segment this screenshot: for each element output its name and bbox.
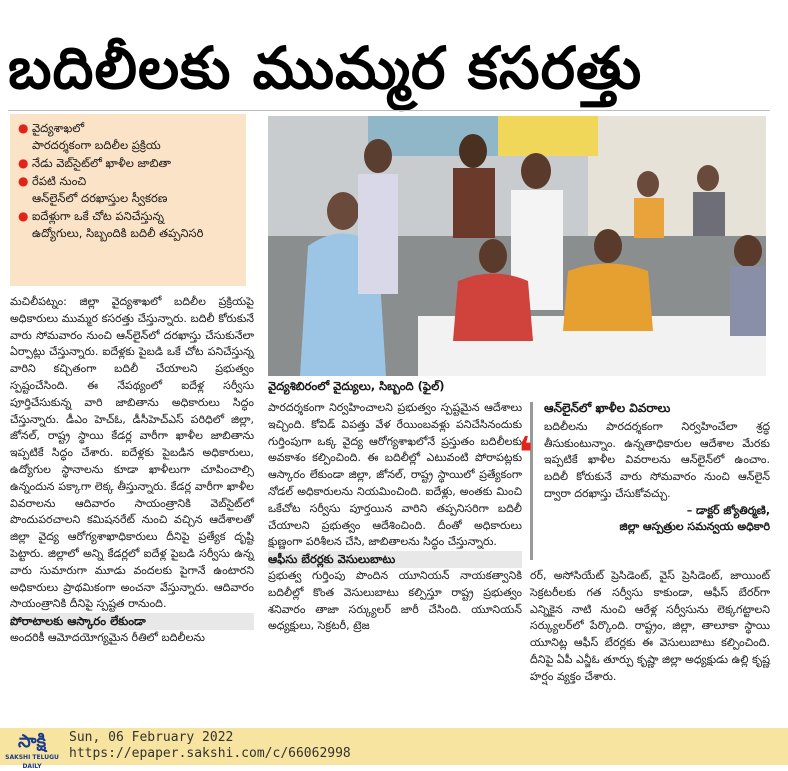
highlight-text: వైద్యశాఖలో పారదర్శకంగా బదిలీల ప్రక్రియ: [32, 121, 161, 152]
article-paragraph: ప్రభుత్వ గుర్తింపు పొందిన యూనియన్‌ నాయకత్వానికి బదిలీల్లో కొంత వెసులుబాటు కల్పిస్తూ రాష్ట్ర ప్రభుత్వం శనివారం తాజా సర్క్యులర్‌ జారీ చేసింది. యూనియన్‌ అధ్యక్షులు, సెక్రటరీ, ట్రెజ: [268, 568, 522, 633]
box-title: ఆన్‌లైన్‌లో ఖాళీల వివరాలు: [544, 401, 671, 415]
article-paragraph: మచిలీపట్నం: జిల్లా వైద్యశాఖలో బదిలీల ప్రక్రియపై అధికారులు ముమ్మర కసరత్తు చేస్తున్నారు. బదిలీ కోరుకునే వారు సోమవారం నుంచి ఆన్‌లైన్‌లో దరఖాస్తు చేసుకునేలా ఏర్పాట్లు చేస్తున్నారు. ఐదేళ్లకు పైబడి ఒకే చోట పనిచేస్తున్న వారిని కచ్చితంగా బదిలీ చేయాలని ప్రభుత్వం స్పష్టంచేసింది. ఈ నేపథ్యంలో ఐదేళ్ల సర్వీసు పూర్తిచేసుకున్న వారి జాబితాను అధికారులు సిద్ధం చేస్తున్నారు. డీఎం హెచ్‌ఓ, డీసీహెచ్‌ఎస్‌ పరిధిలో జిల్లా, జోనల్‌, రాష్ట్ర స్థాయి కేడర్ల వారీగా ఖాళీల జాబితాను ఇప్పటికే సిద్ధం చేశారు. ఐదేళ్లకు పైబడిన అధికారులు, ఉద్యోగుల స్థానాలను కూడా ఖాళీలుగా చూపించాల్సి ఉన్నందున పక్కాగా లెక్క తీస్తున్నారు. కేడర్ల వారీగా ఖాళీల వివరాలను ఆదివారం సాయంత్రానికి వెబ్‌సైట్‌లో పొందుపరచాలని కమిషనరేట్‌ నుంచి వచ్చిన ఆదేశాలతో జిల్లా వైద్య ఆరోగ్యశాఖాధికారులు దీనిపై ప్రత్యేక దృష్టి పెట్టారు. జిల్లాలో అన్ని కేడర్లలో ఐదేళ్ల పైబడి సర్వీసు ఉన్న వారు సుమారుగా మూడు వందలకు పైగానే ఉంటారని అధికారులు ప్రాథమికంగా అంచనా వేస్తున్నారు. ఆదివారం సాయంత్రానికి దీనిపై స్పష్టత రానుంది.: [10, 295, 254, 611]
epaper-link[interactable]: https://epaper.sakshi.com/c/66062998: [69, 746, 351, 761]
article-paragraph: పారదర్శకంగా నిర్వహించాలని ప్రభుత్వం స్పష్టమైన ఆదేశాలు ఇచ్చింది. కోవిడ్‌ విపత్తు వేళ రేయింబవళ్లు పనిచేసినందుకు గుర్తింపుగా ఒక్క వైద్య ఆరోగ్యశాఖలోనే ప్రస్తుతం బదిలీలకు అవకాశం కల్పించింది. ఈ బదిలీల్లో ఎటువంటి పోరాపట్లకు ఆస్కారం లేకుండా జిల్లా, జోనల్‌, రాష్ట్ర స్థాయిలో ప్రత్యేకంగా నోడల్‌ అధికారులను నియమించింది. ఐదేళ్లు, అంతకు మించి ఒకేచోట సర్వీసు పూర్తయిన వారిని తప్పనిసరిగా బదిలీ చేయాలని ప్రభుత్వం ఆదేశించింది. దీంతో అధికారులు క్షుణ్ణంగా పరిశీలన చేసి, జాబితాలను సిద్ధం చేస్తున్నారు.: [268, 401, 522, 549]
article-paragraph: అందరికీ ఆమోదయోగ్యమైన రీతిలో బదిలీలను: [10, 630, 205, 644]
news-photo: [268, 116, 766, 376]
highlight-item: [18, 120, 240, 154]
highlight-text: రేపటి నుంచి ఆన్‌లైన్‌లో దరఖాస్తుల స్వీకరణ: [32, 174, 168, 205]
signature-name: – డాక్టర్‌ జ్యోతిర్మణి,: [686, 503, 770, 517]
article-column-2: [268, 400, 522, 726]
article-paragraph: రర్‌, అసోసియేట్‌ ప్రెసిడెంట్‌, వైస్‌ ప్రెసిడెంట్‌, జాయింట్‌ సెక్రటరీలకు గత సర్వీసు కాకుండా, ఆఫీస్‌ బేరర్‌గా ఎన్నికైన నాటి నుంచి ఆరేళ్ల సర్వీసును లెక్కగట్టాలని సర్క్యులర్‌లో పేర్కొంది. రాష్ట్రం, జిల్లా, తాలూకా స్థాయి యూనిట్ల ఆఫీస్‌ బేరర్లకు ఈ వెసులుబాటు కల్పించింది. దీనిపై ఏపీ ఎన్జీఓ తూర్పు కృష్ణా జిల్లా అధ్యక్షుడు ఉల్లి కృష్ణ హర్షం వ్యక్తం చేశారు.: [530, 569, 770, 683]
logo-text: సాక్షి: [18, 731, 46, 752]
bullet-icon: ●: [18, 209, 29, 223]
signature-role: జిల్లా ఆస్పత్రుల సమన్వయ అధికారి: [619, 519, 770, 533]
box-rule: [530, 402, 533, 560]
highlight-item: [18, 173, 240, 207]
highlights-box: [10, 114, 246, 286]
bullet-icon: ●: [18, 174, 29, 188]
bullet-icon: ●: [18, 156, 29, 170]
bullet-icon: ●: [18, 121, 29, 135]
highlight-item: [18, 208, 240, 242]
highlight-text: నేడు వెబ్‌సైట్‌లో ఖాళీల జాబితా: [32, 156, 172, 170]
footer-bar: [0, 728, 788, 770]
article-column-3: [530, 568, 770, 726]
headline: బదిలీలకు ముమ్మర కసరత్తు: [8, 34, 643, 102]
box-body: బదిలీలను పారదర్శకంగా నిర్వహించేలా శ్రద్ధ తీసుకుంటున్నాం. ఉన్నతాధికారుల ఆదేశాల మేరకు ఇప్పటికే ఖాళీల వివరాలను ఆన్‌లైన్‌లో ఉంచాం. బదిలీ కోరుకునే వారు సోమవారం నుంచి ఆన్‌లైన్‌ ద్వారా దరఖాస్తు చేసుకోవచ్చు.: [544, 419, 770, 500]
photo-caption: వైద్యశిబిరంలో వైద్యులు, సిబ్బంది (ఫైల్‌): [268, 379, 445, 393]
quote-icon: ❛: [518, 428, 534, 479]
article-column-1: [10, 294, 254, 726]
highlight-item: [18, 155, 240, 172]
edition-date: Sun, 06 February 2022: [69, 730, 234, 745]
highlight-text: ఐదేళ్లుగా ఒకే చోట పనిచేస్తున్న ఉద్యోగులు, సిబ్బందికి బదిలీ తప్పనిసరి: [32, 209, 204, 240]
divider: [8, 110, 770, 111]
sakshi-logo[interactable]: [3, 730, 61, 770]
quote-box: [544, 400, 770, 564]
subheading: పోరాటాలకు ఆస్కారం లేకుండా: [10, 613, 254, 630]
subheading: ఆఫీసు బేరర్లకు వెసులుబాటు: [268, 551, 522, 568]
logo-subtext: SAKSHI TELUGU DAILY: [5, 754, 59, 770]
photo-illustration: [268, 116, 766, 376]
